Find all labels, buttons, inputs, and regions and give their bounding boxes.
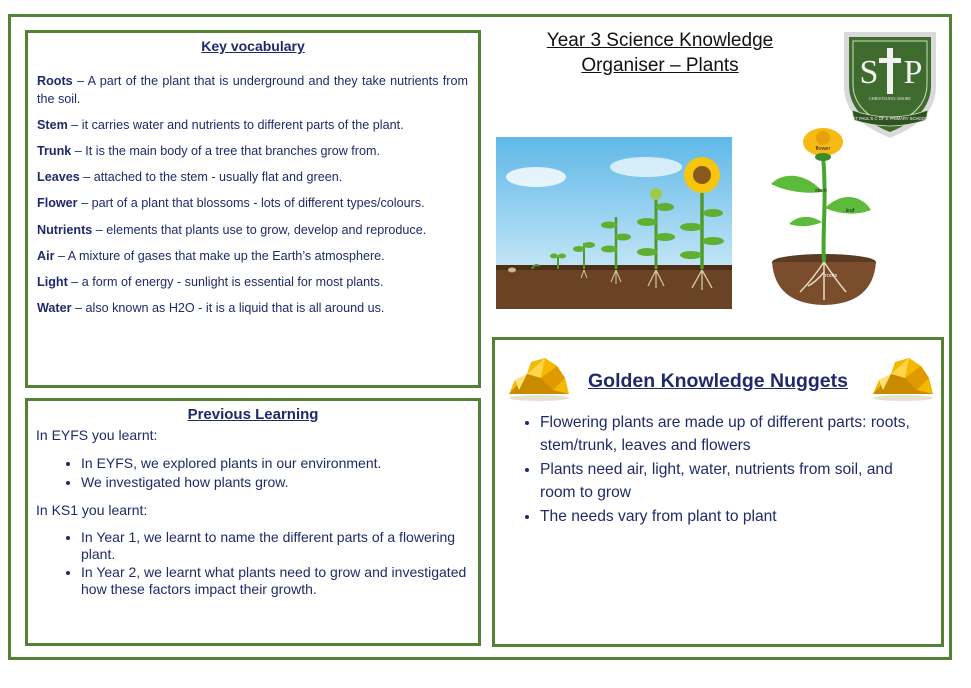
labeled-plant-diagram <box>765 122 883 306</box>
golden-knowledge-nuggets-panel <box>492 337 944 647</box>
previous-learning-title: Previous Learning <box>187 406 319 423</box>
vocab-definition: – a form of energy - sunlight is essential for most plants. <box>67 274 384 289</box>
plant-growth-stages-illustration <box>496 137 732 309</box>
vocab-definition: – It is the main body of a tree that branches grow from. <box>71 143 380 158</box>
list-item: • In Year 1, we learnt to name the different parts of a flowering plant. <box>81 529 470 563</box>
vocab-term: Flower <box>37 196 78 211</box>
list-item: • We investigated how plants grow. <box>81 473 470 492</box>
list-item: • Flowering plants are made up of different parts: roots, stem/trunk, leaves and flowers <box>540 412 931 457</box>
vocab-item <box>37 274 468 292</box>
label-flower: flower <box>815 146 831 152</box>
list-item: • The needs vary from plant to plant <box>540 506 931 529</box>
crest-motto: CHRISTIANUS AMORE <box>869 96 911 101</box>
key-vocabulary-panel <box>25 30 481 388</box>
title-line-1: Year 3 Science Knowledge <box>546 30 774 51</box>
svg-text:P: P <box>903 54 923 91</box>
vocab-item <box>37 169 468 187</box>
vocab-term: Water <box>37 301 72 316</box>
ks1-label: In KS1 you learnt: <box>36 502 148 518</box>
vocab-item <box>37 222 468 240</box>
list-item: • In Year 2, we learnt what plants need to grow and investigated how these factors impact their growth. <box>81 564 470 598</box>
vocab-definition: – A part of the plant that is underground and they take nutrients from the soil. <box>37 74 468 106</box>
vocab-term: Light <box>37 274 68 289</box>
vocab-definition: – A mixture of gases that make up the Earth’s atmosphere. <box>54 248 385 263</box>
vocab-definition: – also known as H2O - it is a liquid that is all around us. <box>71 301 385 316</box>
ks1-list <box>36 529 470 598</box>
key-vocabulary-title: Key vocabulary <box>201 38 305 54</box>
gold-nugget-icon <box>869 350 937 402</box>
vocab-term: Air <box>37 248 55 263</box>
vocab-item <box>37 248 468 266</box>
eyfs-list <box>36 454 470 492</box>
list-item: • In EYFS, we explored plants in our environment. <box>81 454 470 473</box>
crest-school-name: ST PAUL'S C OF E PRIMARY SCHOOL <box>852 116 928 121</box>
vocab-item <box>37 143 468 161</box>
vocab-item <box>37 117 468 135</box>
vocab-definition: – attached to the stem - usually flat and green. <box>79 170 343 185</box>
svg-text:S: S <box>859 54 879 91</box>
label-leaf: leaf <box>845 208 855 214</box>
vocab-definition: – it carries water and nutrients to different parts of the plant. <box>67 117 404 132</box>
vocab-term: Stem <box>37 117 68 132</box>
vocab-term: Nutrients <box>37 222 93 237</box>
vocab-definition: – elements that plants use to grow, develop and reproduce. <box>92 222 427 237</box>
vocab-item <box>37 300 468 318</box>
vocab-item <box>37 73 468 108</box>
vocab-item <box>37 195 468 213</box>
list-item: • Plants need air, light, water, nutrients from soil, and room to grow <box>540 459 931 504</box>
vocabulary-list <box>37 73 468 326</box>
vocab-definition: – part of a plant that blossoms - lots of different types/colours. <box>77 196 425 211</box>
page-title <box>500 28 820 78</box>
nuggets-list <box>515 412 931 531</box>
label-roots: roots <box>824 273 838 279</box>
previous-learning-content <box>36 426 470 607</box>
previous-learning-panel <box>25 398 481 646</box>
title-line-2: Organiser – Plants <box>581 55 739 76</box>
vocab-term: Leaves <box>37 170 80 185</box>
label-stem: stem <box>815 188 827 194</box>
vocab-term: Trunk <box>37 143 72 158</box>
vocab-term: Roots <box>37 74 73 88</box>
nuggets-title: Golden Knowledge Nuggets <box>587 370 848 392</box>
eyfs-label: In EYFS you learnt: <box>36 427 158 443</box>
